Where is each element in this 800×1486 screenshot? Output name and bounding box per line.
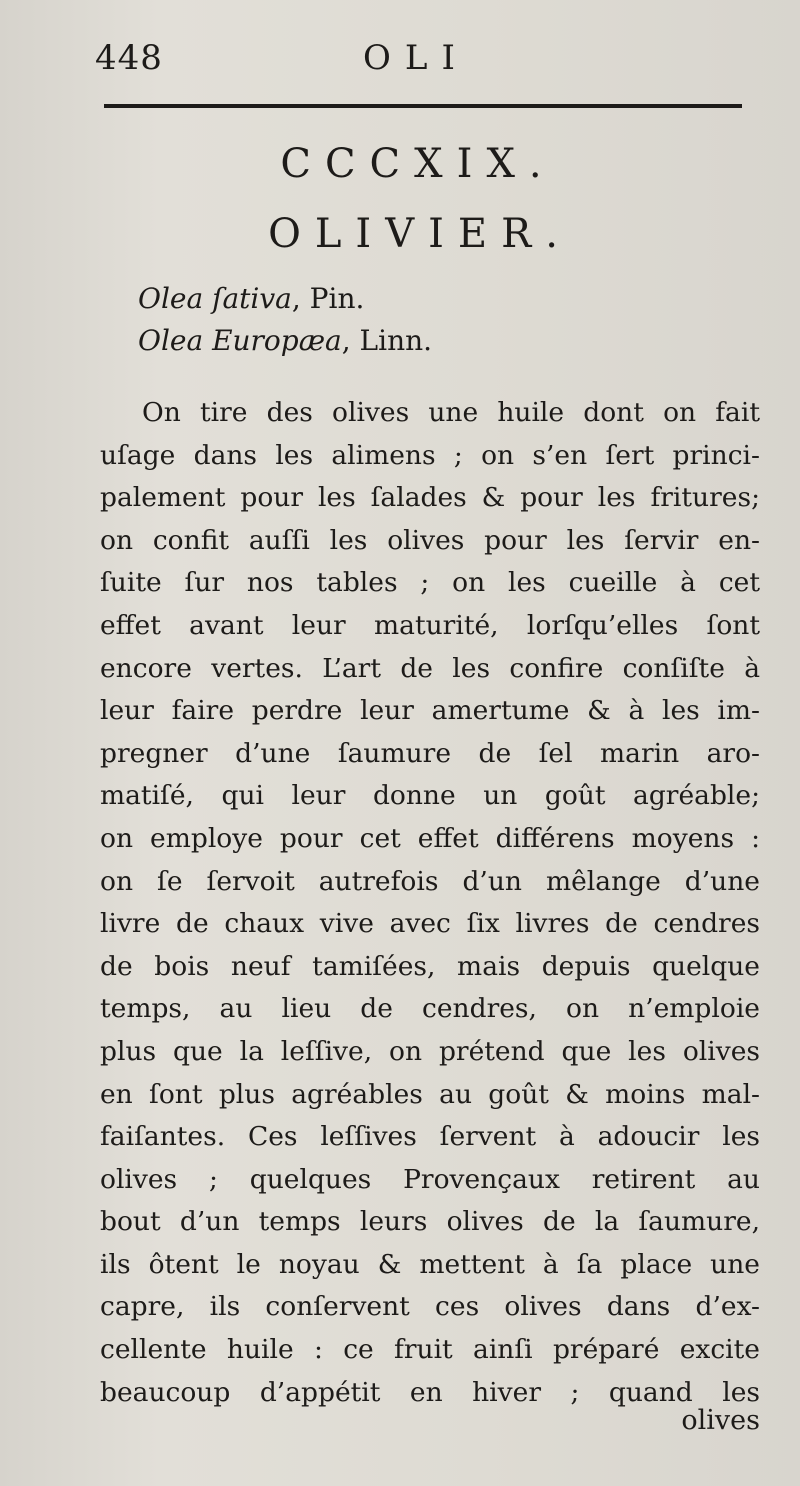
- text-line: livre de chaux vive avec ſix livres de cendres: [100, 908, 760, 940]
- page-number: 448: [95, 38, 163, 78]
- text-line: On tire des olives une huile dont on fait: [142, 397, 760, 428]
- section-title: OLIVIER.: [268, 211, 572, 257]
- header-rule: [104, 104, 742, 108]
- text-line: on confit auſſi les olives pour les ſervir en-: [100, 524, 760, 556]
- text-line: effet avant leur maturité, lorſqu’elles ſont: [100, 609, 760, 641]
- synonym-line: [138, 320, 432, 362]
- botanical-synonyms: [138, 278, 432, 362]
- text-line: cellente huile : ce fruit ainſi préparé excite: [100, 1334, 760, 1366]
- text-line: faiſantes. Ces leſſives ſervent à adoucir les: [100, 1121, 760, 1153]
- synonym-name: Olea Europæa: [138, 324, 342, 357]
- text-line: de bois neuf tamiſées, mais depuis quelque: [100, 950, 760, 982]
- text-line: leur faire perdre leur amertume & à les im-: [100, 695, 760, 727]
- text-line: bout d’un temps leurs olives de la ſaumure,: [100, 1206, 760, 1238]
- text-line: pregner d’une ſaumure de ſel marin aro-: [100, 737, 760, 769]
- text-line: ſuite ſur nos tables ; on les cueille à cet: [100, 567, 760, 599]
- text-line: capre, ils conſervent ces olives dans d’ex-: [100, 1291, 760, 1323]
- section-number: CCCXIX.: [280, 141, 556, 187]
- body-paragraph: [100, 392, 760, 1414]
- text-line: en ſont plus agréables au goût & moins mal-: [100, 1078, 760, 1110]
- text-line: matiſé, qui leur donne un goût agréable;: [100, 780, 760, 812]
- text-line: palement pour les ſalades & pour les fritures;: [100, 482, 760, 514]
- text-line: on employe pour cet effet différens moyens :: [100, 822, 760, 854]
- text-line: encore vertes. L’art de les confire conſiſte à: [100, 652, 760, 684]
- synonym-author: , Pin.: [291, 282, 365, 315]
- page-header: [95, 34, 745, 82]
- synonym-line: [138, 278, 432, 320]
- text-line: plus que la leſſive, on prétend que les olives: [100, 1035, 760, 1067]
- catchword: olives: [681, 1405, 760, 1436]
- running-head: OLI: [363, 38, 469, 78]
- text-line: ils ôtent le noyau & mettent à ſa place une: [100, 1248, 760, 1280]
- text-line: uſage dans les alimens ; on s’en ſert princi-: [100, 439, 760, 471]
- text-line: on ſe ſervoit autrefois d’un mêlange d’une: [100, 865, 760, 897]
- text-line: beaucoup d’appétit en hiver ; quand les: [100, 1376, 760, 1408]
- synonym-name: Olea ſativa: [138, 282, 292, 315]
- synonym-author: , Linn.: [341, 324, 433, 357]
- text-line: temps, au lieu de cendres, on n’emploie: [100, 993, 760, 1025]
- text-line: olives ; quelques Provençaux retirent au: [100, 1163, 760, 1195]
